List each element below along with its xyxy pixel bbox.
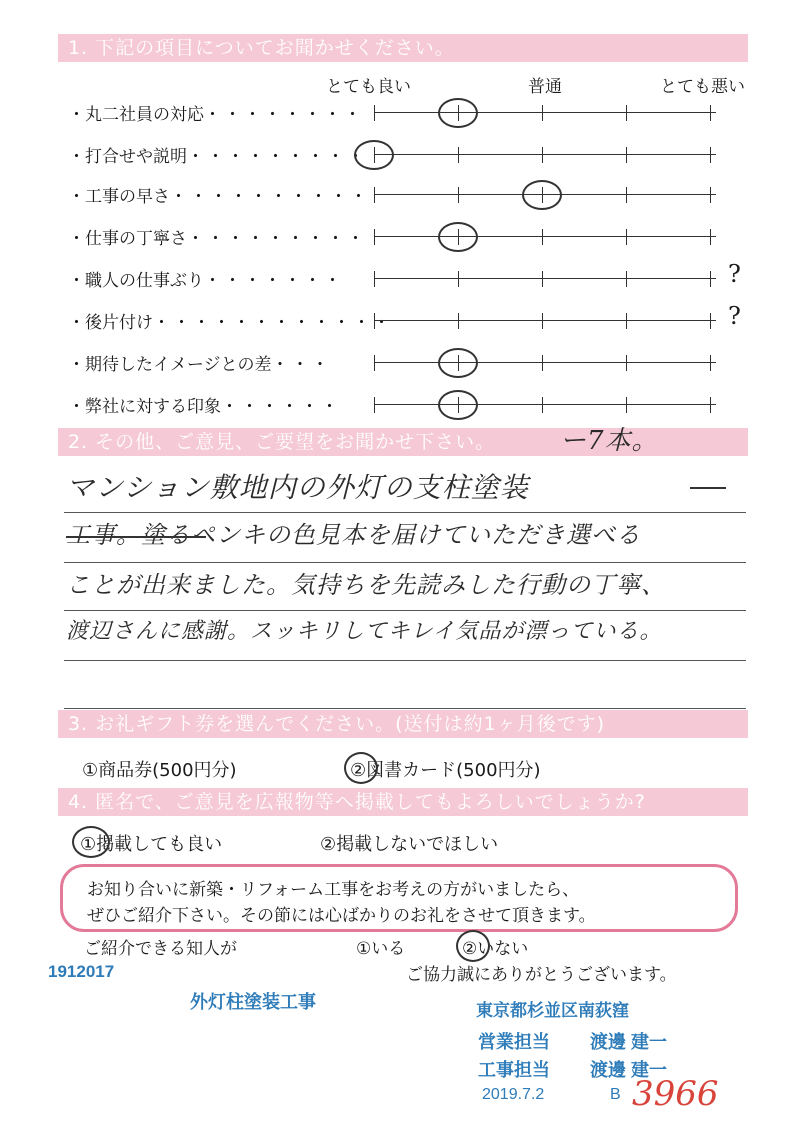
scale-tick: [626, 397, 627, 413]
scale-tick: [626, 313, 627, 329]
scale-tick: [710, 187, 711, 203]
scale-tick: [374, 229, 375, 245]
scale-tick: [710, 397, 711, 413]
scale-tick: [710, 313, 711, 329]
scale-tick: [374, 397, 375, 413]
scale-tick: [542, 147, 543, 163]
scale-tick: [542, 355, 543, 371]
scale-tick: [710, 355, 711, 371]
scale-label-worst: とても悪い: [660, 77, 745, 97]
selection-circle: [438, 98, 478, 128]
strikethrough-mark: [690, 487, 726, 489]
rating-item-text: ・工事の早さ: [68, 187, 170, 207]
comment-line-2: 工事。塗るペンキの色見本を届けていただき選べる: [66, 521, 641, 549]
writing-line: [64, 512, 746, 513]
scale-tick: [542, 271, 543, 287]
rating-item-label: [68, 266, 344, 291]
handwritten-number: 3966: [632, 1074, 719, 1114]
writing-line: [64, 708, 746, 709]
rating-item-label: [68, 100, 364, 125]
rating-scale[interactable]: [374, 362, 716, 363]
scale-tick: [626, 187, 627, 203]
leader-dots: ・・・・・・・・: [204, 105, 364, 125]
rating-item-text: ・期待したイメージとの差: [68, 355, 272, 375]
rating-scale[interactable]: [374, 278, 716, 279]
leader-dots: ・・・・・・・・・: [187, 229, 367, 249]
scale-tick: [710, 105, 711, 121]
scale-tick: [626, 355, 627, 371]
section2-header: 2. その他、ご意見、ご要望をお聞かせ下さい。: [58, 428, 748, 456]
gift-option-2[interactable]: ②図書カード(500円分): [350, 760, 541, 781]
scale-tick: [374, 105, 375, 121]
comment-line-3: ことが出来ました。気持ちを先読みした行動の丁寧、: [66, 571, 666, 599]
selection-circle: [438, 222, 478, 252]
strikethrough-mark: [66, 536, 206, 538]
scale-tick: [458, 271, 459, 287]
project-location: 東京都杉並区南荻窪: [476, 1001, 629, 1020]
rating-item-text: ・弊社に対する印象: [68, 397, 221, 417]
rating-scale[interactable]: [374, 320, 716, 321]
rating-item-label: [68, 142, 367, 167]
rating-scale[interactable]: [374, 404, 716, 405]
section4-header: 4. 匿名で、ご意見を広報物等へ掲載してもよろしいでしょうか?: [58, 788, 748, 816]
scale-tick: [458, 313, 459, 329]
scale-tick: [626, 271, 627, 287]
selection-circle: [456, 930, 490, 962]
referral-box: [60, 864, 738, 932]
rating-item-text: ・仕事の丁寧さ: [68, 229, 187, 249]
handwritten-count-note: ー7本。: [560, 426, 659, 456]
writing-line: [64, 562, 746, 563]
rating-item-label: [68, 392, 341, 417]
selection-circle: [354, 140, 394, 170]
scale-tick: [710, 271, 711, 287]
publish-option-1[interactable]: ①掲載しても良い: [80, 834, 223, 855]
rating-item-label: [68, 308, 393, 333]
referral-text-1: お知り合いに新築・リフォーム工事をお考えの方がいましたら、: [87, 880, 580, 900]
scale-tick: [374, 271, 375, 287]
project-name: 外灯柱塗装工事: [190, 992, 316, 1012]
scale-label-best: とても良い: [326, 77, 411, 97]
rating-scale[interactable]: [374, 236, 716, 237]
scale-tick: [710, 147, 711, 163]
scale-label-normal: 普通: [528, 77, 562, 97]
selection-circle: [344, 752, 378, 784]
leader-dots: ・・・・・・・・・・・・: [153, 313, 393, 333]
comment-line-4: 渡辺さんに感謝。スッキリしてキレイ気品が漂っている。: [66, 619, 663, 644]
scale-tick: [542, 313, 543, 329]
scale-tick: [542, 105, 543, 121]
rating-scale[interactable]: [374, 194, 716, 195]
scale-tick: [626, 229, 627, 245]
sales-name: 渡邊 建一: [590, 1032, 668, 1052]
rating-item-label: [68, 224, 367, 249]
writing-line: [64, 660, 746, 661]
scale-tick: [542, 229, 543, 245]
writing-line: [64, 610, 746, 611]
section1-header: 1. 下記の項目についてお聞かせください。: [58, 34, 748, 62]
publish-option-2[interactable]: ②掲載しないでほしい: [320, 834, 499, 855]
question-mark-note: ?: [728, 302, 741, 330]
form-letter: B: [610, 1086, 621, 1103]
rating-scale[interactable]: [374, 154, 716, 155]
scale-tick: [374, 355, 375, 371]
comment-line-1: マンション敷地内の外灯の支柱塗装: [66, 471, 529, 504]
leader-dots: ・・・・・・・・・: [187, 147, 367, 167]
scale-tick: [626, 105, 627, 121]
selection-circle: [72, 826, 110, 858]
leader-dots: ・・・: [271, 355, 332, 375]
construction-label: 工事担当: [478, 1060, 550, 1080]
scale-tick: [458, 147, 459, 163]
selection-circle: [438, 390, 478, 420]
rating-item-text: ・打合せや説明: [68, 147, 187, 167]
form-date: 2019.7.2: [482, 1086, 545, 1103]
section3-header: 3. お礼ギフト券を選んでください。(送付は約1ヶ月後です): [58, 710, 748, 738]
referral-option-no[interactable]: ②いない: [462, 939, 529, 959]
thanks-text: ご協力誠にありがとうございます。: [406, 965, 677, 985]
document-code: 1912017: [48, 962, 115, 981]
leader-dots: ・・・・・・・・・・: [170, 187, 370, 207]
scale-tick: [542, 397, 543, 413]
question-mark-note: ?: [728, 260, 741, 288]
rating-item-text: ・丸二社員の対応: [68, 105, 204, 125]
scale-tick: [458, 187, 459, 203]
selection-circle: [522, 180, 562, 210]
scale-tick: [626, 147, 627, 163]
construction-name: 渡邊 建一: [590, 1060, 668, 1080]
leader-dots: ・・・・・・: [221, 397, 341, 417]
referral-option-yes[interactable]: ①いる: [356, 939, 406, 959]
rating-item-label: [68, 350, 332, 375]
rating-scale[interactable]: [374, 112, 716, 113]
scale-tick: [374, 313, 375, 329]
sales-label: 営業担当: [478, 1032, 550, 1052]
rating-item-text: ・後片付け: [68, 313, 153, 333]
referral-question: ご紹介できる知人が: [84, 939, 237, 959]
leader-dots: ・・・・・・・: [204, 271, 344, 291]
referral-text-2: ぜひご紹介下さい。その節には心ばかりのお礼をさせて頂きます。: [87, 906, 596, 926]
scale-tick: [374, 187, 375, 203]
gift-option-1[interactable]: ①商品券(500円分): [82, 760, 237, 781]
scale-tick: [710, 229, 711, 245]
rating-item-text: ・職人の仕事ぶり: [68, 271, 204, 291]
rating-item-label: [68, 182, 370, 207]
selection-circle: [438, 348, 478, 378]
